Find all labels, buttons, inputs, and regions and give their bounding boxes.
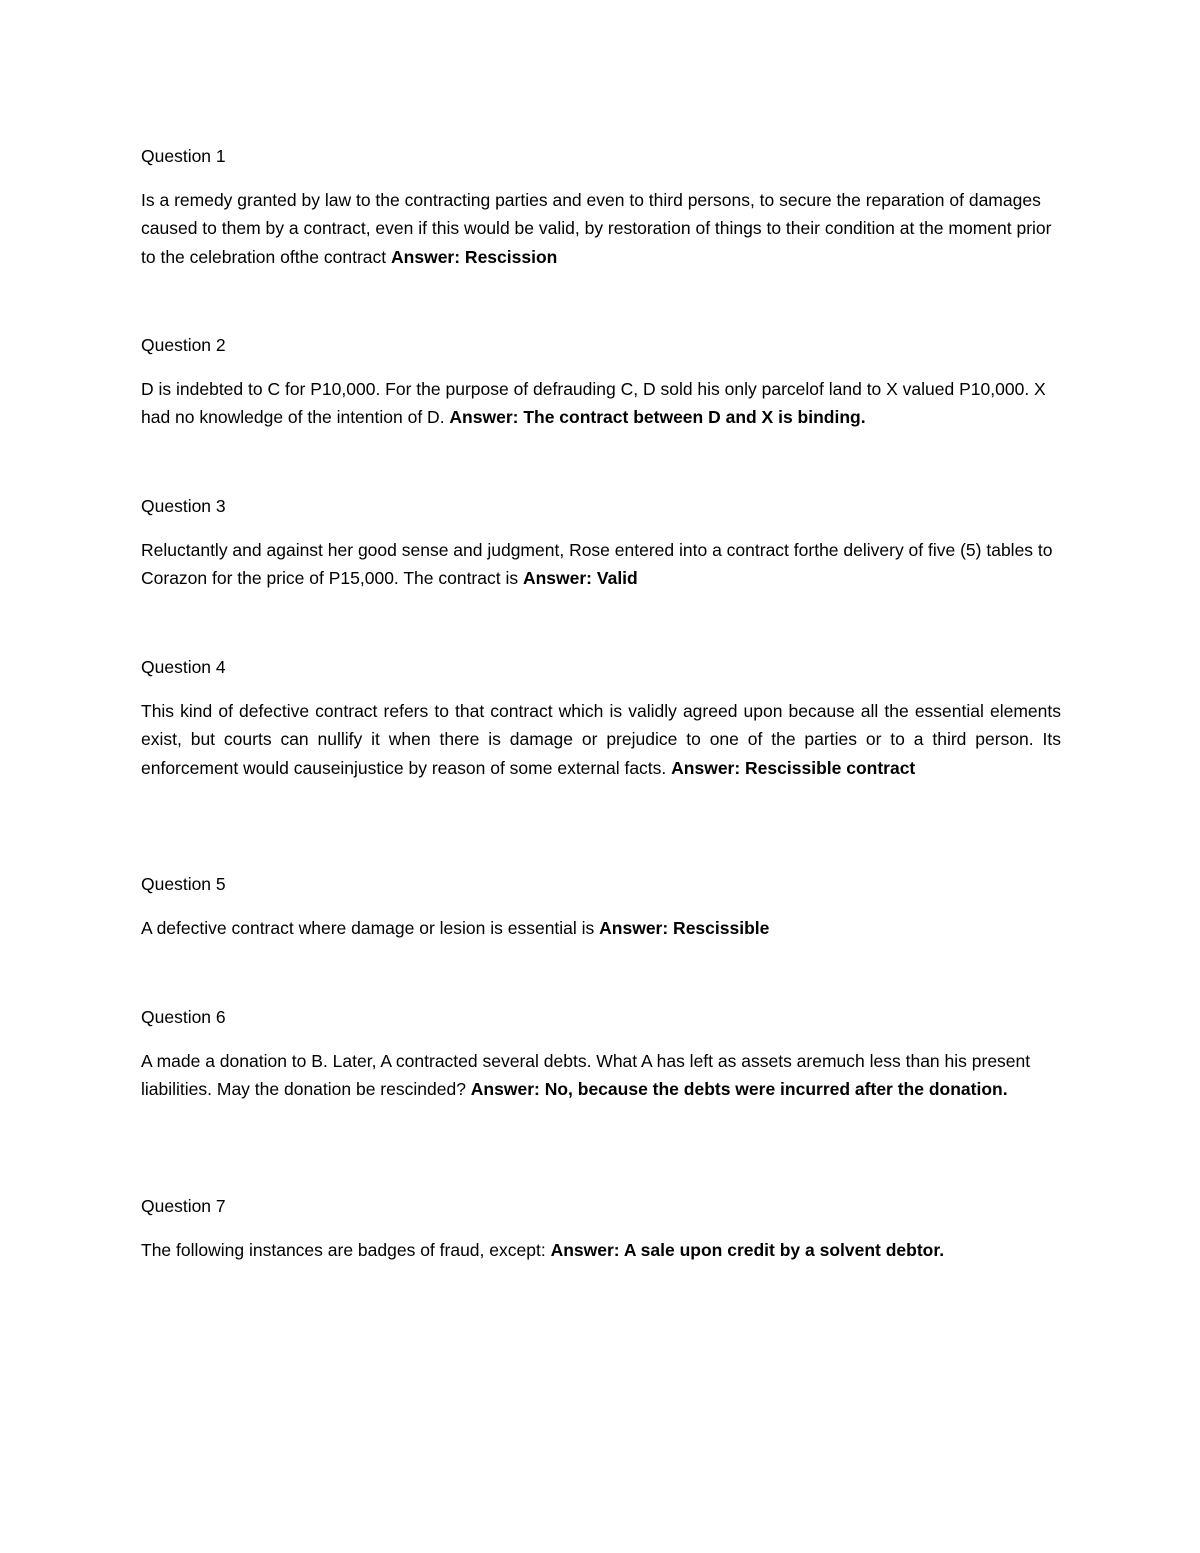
question-text: [141, 375, 1061, 432]
question-title: Question 7: [141, 1196, 226, 1216]
question-block-1: [141, 142, 1061, 271]
question-title: Question 3: [141, 496, 226, 516]
question-answer: Answer: Rescissible: [599, 918, 770, 938]
question-prompt: A made a donation to B. Later, A contracted several debts. What A has left as assets aremuch less than his present liabilities. May the donation be rescinded?: [141, 1051, 1031, 1100]
question-answer: Answer: Rescission: [391, 246, 558, 267]
question-title: Question 5: [141, 874, 226, 894]
question-prompt: Reluctantly and against her good sense and judgment, Rose entered into a contract forthe delivery of five (5) tables to Corazon for the price of P15,000. The contract is: [141, 540, 1053, 589]
question-answer: Answer: A sale upon credit by a solvent debtor.: [550, 1240, 945, 1260]
question-text: [141, 914, 1061, 942]
question-answer: Answer: Rescissible contract: [671, 757, 916, 778]
question-text: [141, 1236, 1061, 1264]
question-block-5: [141, 870, 1061, 942]
question-prompt: This kind of defective contract refers to that contract which is validly agreed upon because all the essential elements exist, but courts can nullify it when there is damage or prejudice to one of the parties or to a third person. Its enforcement would causeinjustice by reason of some external facts.: [141, 701, 1061, 778]
question-text: [141, 536, 1061, 593]
question-text: [141, 697, 1061, 782]
question-text: [141, 1047, 1061, 1104]
question-title: Question 2: [141, 335, 226, 355]
question-title: Question 4: [141, 657, 226, 677]
question-block-7: [141, 1192, 1061, 1264]
question-title: Question 1: [141, 146, 226, 166]
question-prompt: Is a remedy granted by law to the contracting parties and even to third persons, to secure the reparation of damages caused to them by a contract, even if this would be valid, by restoration of things to their condition at the moment prior to the celebration ofthe contract: [141, 190, 1052, 267]
question-block-4: [141, 653, 1061, 782]
question-answer: Answer: No, because the debts were incurred after the donation.: [470, 1079, 1008, 1100]
question-prompt: D is indebted to C for P10,000. For the purpose of defrauding C, D sold his only parcelof land to X valued P10,000. X had no knowledge of the intention of D.: [141, 379, 1046, 428]
question-prompt: The following instances are badges of fraud, except:: [141, 1240, 551, 1260]
question-answer: Answer: The contract between D and X is binding.: [449, 407, 866, 428]
question-block-6: [141, 1003, 1061, 1104]
question-title: Question 6: [141, 1007, 226, 1027]
question-answer: Answer: Valid: [522, 568, 638, 589]
question-prompt: A defective contract where damage or lesion is essential is: [141, 918, 600, 938]
question-block-3: [141, 492, 1061, 593]
question-text: [141, 186, 1061, 271]
question-block-2: [141, 331, 1061, 432]
